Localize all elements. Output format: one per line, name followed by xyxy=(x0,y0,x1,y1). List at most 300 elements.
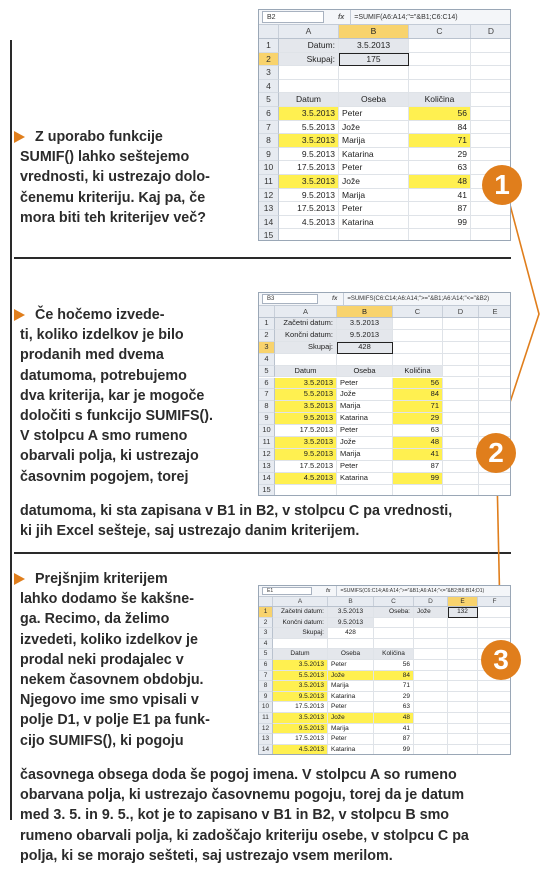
bullet-triangle-icon xyxy=(14,131,25,143)
row-number[interactable]: 10 xyxy=(259,161,279,175)
sheet-cell[interactable] xyxy=(409,80,471,94)
row-number[interactable]: 3 xyxy=(259,66,279,80)
row-number[interactable]: 4 xyxy=(259,80,279,94)
sheet-cell[interactable] xyxy=(448,639,478,650)
formula-input[interactable]: =SUMIF(A6:A14;"="&B1;C6:C14) xyxy=(350,10,510,24)
sheet-cell[interactable]: Oseba xyxy=(337,366,393,378)
sheet-cell[interactable]: 48 xyxy=(393,437,443,449)
sheet-cell[interactable] xyxy=(409,66,471,80)
row-number[interactable]: 10 xyxy=(259,702,273,713)
section-3-wide-text xyxy=(20,765,469,866)
sheet-cell[interactable]: 428 xyxy=(328,628,374,639)
row-number[interactable]: 10 xyxy=(259,425,275,437)
sheet-cell[interactable] xyxy=(471,229,511,241)
sheet-cell[interactable]: 87 xyxy=(374,734,414,745)
sheet-cell[interactable] xyxy=(443,354,479,366)
sheet-cell[interactable] xyxy=(279,66,339,80)
name-box[interactable]: B2 xyxy=(262,11,324,22)
sheet-cell[interactable]: 29 xyxy=(409,148,471,162)
sheet-cell[interactable] xyxy=(443,437,479,449)
sheet-cell[interactable]: 17.5.2013 xyxy=(279,161,339,175)
sheet-cell[interactable] xyxy=(479,342,511,354)
sheet-cell[interactable]: Katarina xyxy=(339,216,409,230)
sheet-cell[interactable]: 428 xyxy=(337,342,393,354)
sheet-cell[interactable] xyxy=(479,413,511,425)
sheet-cell[interactable]: Marija xyxy=(339,189,409,203)
row-number[interactable]: 6 xyxy=(259,107,279,121)
sheet-cell[interactable] xyxy=(337,354,393,366)
sheet-cell[interactable]: 3.5.2013 xyxy=(339,39,409,53)
sheet-cell[interactable] xyxy=(328,639,374,650)
column-header[interactable]: D xyxy=(414,597,448,606)
sheet-cell[interactable]: 56 xyxy=(409,107,471,121)
sheet-cell[interactable]: 9.5.2013 xyxy=(279,148,339,162)
sheet-cell[interactable] xyxy=(443,425,479,437)
sheet-cell[interactable] xyxy=(414,649,448,660)
sheet-cell[interactable] xyxy=(337,485,393,496)
sheet-cell[interactable]: 48 xyxy=(409,175,471,189)
row-number[interactable]: 14 xyxy=(259,745,273,755)
sheet-cell[interactable]: 3.5.2013 xyxy=(337,318,393,330)
sheet-cell[interactable]: 84 xyxy=(393,389,443,401)
sheet-cell[interactable]: Peter xyxy=(337,461,393,473)
sheet-cell[interactable]: 99 xyxy=(374,745,414,755)
sheet-cell[interactable] xyxy=(393,485,443,496)
row-number[interactable]: 1 xyxy=(259,607,273,618)
sheet-cell[interactable] xyxy=(339,80,409,94)
sheet-cell[interactable] xyxy=(471,134,511,148)
sheet-cell[interactable] xyxy=(479,485,511,496)
sheet-cell[interactable]: Peter xyxy=(328,702,374,713)
row-number[interactable]: 3 xyxy=(259,628,273,639)
text-line: časovnega obsega doda še pogoj imena. V stolpcu A so rumeno xyxy=(20,767,457,783)
row-number[interactable]: 14 xyxy=(259,216,279,230)
sheet-cell[interactable] xyxy=(414,702,448,713)
sheet-cell[interactable] xyxy=(409,229,471,241)
fx-icon[interactable]: fx xyxy=(338,13,345,21)
row-number[interactable]: 8 xyxy=(259,134,279,148)
sheet-cell[interactable] xyxy=(478,734,511,745)
spreadsheet-3 xyxy=(258,585,511,755)
sheet-cell[interactable] xyxy=(339,229,409,241)
sheet-cell[interactable]: 71 xyxy=(409,134,471,148)
sheet-cell[interactable]: 84 xyxy=(374,671,414,682)
column-header[interactable]: B xyxy=(328,597,374,606)
sheet-cell[interactable] xyxy=(409,39,471,53)
sheet-cell[interactable] xyxy=(448,681,478,692)
sheet-cell[interactable] xyxy=(443,366,479,378)
sheet-cell[interactable] xyxy=(471,216,511,230)
sheet-cell[interactable]: Datum: xyxy=(279,39,339,53)
sheet-cell[interactable]: 3.5.2013 xyxy=(279,134,339,148)
row-number[interactable]: 11 xyxy=(259,713,273,724)
sheet-cell[interactable] xyxy=(443,473,479,485)
sheet-cell[interactable]: 87 xyxy=(409,202,471,216)
sheet-cell[interactable] xyxy=(443,342,479,354)
fx-icon[interactable]: fx xyxy=(326,588,331,594)
sheet-cell[interactable]: 17.5.2013 xyxy=(275,461,337,473)
sheet-cell[interactable]: Peter xyxy=(328,660,374,671)
sheet-cell[interactable]: Skupaj: xyxy=(273,628,328,639)
sheet-cell[interactable]: 63 xyxy=(393,425,443,437)
row-number[interactable]: 13 xyxy=(259,461,275,473)
row-number[interactable]: 5 xyxy=(259,649,273,660)
column-headers xyxy=(259,25,510,39)
sheet-cell[interactable]: Katarina xyxy=(328,692,374,703)
sheet-cell[interactable]: Katarina xyxy=(339,148,409,162)
sheet-cell[interactable] xyxy=(443,330,479,342)
column-header[interactable]: D xyxy=(443,306,479,317)
sheet-cell[interactable]: Marija xyxy=(328,724,374,735)
row-number[interactable]: 13 xyxy=(259,734,273,745)
row-number[interactable]: 2 xyxy=(259,618,273,629)
row-number[interactable]: 3 xyxy=(259,342,275,354)
sheet-cell[interactable]: 9.5.2013 xyxy=(273,692,328,703)
sheet-cell[interactable]: Jože xyxy=(337,389,393,401)
sheet-cell[interactable]: 48 xyxy=(374,713,414,724)
text-line: Če hočemo izvede- xyxy=(35,307,165,323)
text-line: Z uporabo funkcije xyxy=(35,129,163,145)
sheet-cell[interactable] xyxy=(479,318,511,330)
sheet-cell[interactable]: 87 xyxy=(393,461,443,473)
sheet-cell[interactable]: 29 xyxy=(393,413,443,425)
sheet-cell[interactable] xyxy=(479,378,511,390)
formula-input[interactable]: =SUMIFS(C6:C14;A6:A14;">="&B1;A6:A14;"<="&B2) xyxy=(343,293,510,305)
sheet-cell[interactable] xyxy=(478,702,511,713)
row-number[interactable]: 7 xyxy=(259,389,275,401)
text-line: cijo SUMIFS(), ki pogoju xyxy=(20,732,184,749)
sheet-cell[interactable] xyxy=(478,681,511,692)
name-box[interactable]: B3 xyxy=(262,294,318,304)
row-number[interactable]: 15 xyxy=(259,485,275,496)
sheet-cell[interactable]: Jože xyxy=(337,437,393,449)
sheet-cell[interactable] xyxy=(443,378,479,390)
column-header[interactable]: C xyxy=(374,597,414,606)
sheet-cell[interactable]: Količina xyxy=(409,93,471,107)
sheet-cell[interactable] xyxy=(448,671,478,682)
sheet-cell[interactable] xyxy=(448,713,478,724)
sheet-cell[interactable] xyxy=(443,401,479,413)
sheet-cell[interactable] xyxy=(471,39,511,53)
sheet-cell[interactable] xyxy=(414,660,448,671)
sheet-cell[interactable] xyxy=(374,618,414,629)
sheet-cell[interactable] xyxy=(279,229,339,241)
sheet-cell[interactable]: Marija xyxy=(328,681,374,692)
step-badge-1: 1 xyxy=(482,165,522,205)
sheet-cell[interactable]: Katarina xyxy=(337,473,393,485)
sheet-cell[interactable] xyxy=(443,318,479,330)
fx-icon[interactable]: fx xyxy=(332,296,338,302)
row-number[interactable]: 1 xyxy=(259,318,275,330)
sheet-cell[interactable]: 3.5.2013 xyxy=(279,107,339,121)
sheet-cell[interactable]: 63 xyxy=(409,161,471,175)
sheet-cell[interactable]: 5.5.2013 xyxy=(275,389,337,401)
sheet-cell[interactable] xyxy=(471,148,511,162)
sheet-cell[interactable]: 5.5.2013 xyxy=(279,121,339,135)
text-line: med 3. 5. in 9. 5., kot je to zapisano v B1 in B2, v stolpcu B smo xyxy=(20,807,450,824)
row-number[interactable]: 11 xyxy=(259,175,279,189)
column-header[interactable]: C xyxy=(393,306,443,317)
text-line: datumoma, potrebujemo xyxy=(20,367,187,384)
sheet-cell[interactable] xyxy=(478,745,511,755)
sheet-cell[interactable]: Katarina xyxy=(328,745,374,755)
text-line: SUMIF() lahko seštejemo xyxy=(20,149,190,166)
sheet-cell[interactable]: Oseba xyxy=(328,649,374,660)
sheet-cell[interactable]: 71 xyxy=(374,681,414,692)
row-number[interactable]: 6 xyxy=(259,378,275,390)
sheet-cell[interactable]: Jože xyxy=(328,713,374,724)
sheet-cell[interactable] xyxy=(479,473,511,485)
text-line: dva kriterija, kar je mogoče xyxy=(20,387,205,404)
row-number[interactable]: 12 xyxy=(259,189,279,203)
sheet-cell[interactable]: 99 xyxy=(393,473,443,485)
sheet-cell[interactable]: 175 xyxy=(339,53,409,67)
sheet-cell[interactable] xyxy=(448,745,478,755)
sheet-cell[interactable] xyxy=(448,660,478,671)
sheet-cell[interactable] xyxy=(448,618,478,629)
sheet-cell[interactable]: 3.5.2013 xyxy=(273,660,328,671)
sheet-cell[interactable]: 3.5.2013 xyxy=(273,681,328,692)
sheet-cell[interactable] xyxy=(478,618,511,629)
sheet-cell[interactable]: Začetni datum: xyxy=(275,318,337,330)
text-line: polje D1, v polje E1 pa funk- xyxy=(20,712,210,729)
row-number[interactable]: 5 xyxy=(259,366,275,378)
sheet-cell[interactable] xyxy=(448,628,478,639)
sheet-cell[interactable] xyxy=(479,354,511,366)
row-number[interactable]: 13 xyxy=(259,202,279,216)
sheet-cell[interactable]: 17.5.2013 xyxy=(279,202,339,216)
row-number[interactable]: 8 xyxy=(259,681,273,692)
sheet-cell[interactable] xyxy=(471,107,511,121)
column-header[interactable]: B xyxy=(339,25,409,38)
sheet-cell[interactable] xyxy=(339,66,409,80)
sheet-cell[interactable] xyxy=(479,330,511,342)
sheet-cell[interactable]: Skupaj: xyxy=(275,342,337,354)
sheet-cell[interactable] xyxy=(393,318,443,330)
sheet-cell[interactable]: Skupaj: xyxy=(279,53,339,67)
sheet-cell[interactable] xyxy=(409,53,471,67)
sheet-cell[interactable] xyxy=(374,639,414,650)
sheet-cell[interactable]: Peter xyxy=(339,202,409,216)
sheet-cell[interactable]: Marija xyxy=(339,134,409,148)
sheet-cell[interactable]: Količina xyxy=(393,366,443,378)
sheet-cell[interactable]: 9.5.2013 xyxy=(275,449,337,461)
row-number[interactable]: 2 xyxy=(259,53,279,67)
sheet-cell[interactable]: Jože xyxy=(414,607,448,618)
sheet-cell[interactable]: Datum xyxy=(273,649,328,660)
sheet-cell[interactable]: 17.5.2013 xyxy=(273,702,328,713)
sheet-cell[interactable]: Peter xyxy=(339,107,409,121)
sheet-cell[interactable]: 3.5.2013 xyxy=(275,378,337,390)
sheet-cell[interactable] xyxy=(471,80,511,94)
sheet-cell[interactable]: 4.5.2013 xyxy=(279,216,339,230)
text-line: določiti s funkcijo SUMIFS(). xyxy=(20,408,214,425)
sheet-cell[interactable]: 17.5.2013 xyxy=(273,734,328,745)
sheet-cell[interactable] xyxy=(393,330,443,342)
sheet-cell[interactable]: Količina xyxy=(374,649,414,660)
sheet-cell[interactable]: 4.5.2013 xyxy=(275,473,337,485)
sheet-cell[interactable]: 9.5.2013 xyxy=(275,413,337,425)
sheet-cell[interactable] xyxy=(448,649,478,660)
row-number[interactable]: 4 xyxy=(259,354,275,366)
sheet-cell[interactable]: 9.5.2013 xyxy=(279,189,339,203)
sheet-cell[interactable]: Končni datum: xyxy=(273,618,328,629)
formula-bar xyxy=(259,10,510,25)
sheet-cell[interactable]: Oseba: xyxy=(374,607,414,618)
sheet-cell[interactable]: 71 xyxy=(393,401,443,413)
row-number[interactable]: 4 xyxy=(259,639,273,650)
sheet-cell[interactable]: 9.5.2013 xyxy=(328,618,374,629)
sheet-cell[interactable] xyxy=(471,93,511,107)
column-header[interactable]: E xyxy=(479,306,511,317)
sheet-cell[interactable] xyxy=(414,639,448,650)
sheet-cell[interactable] xyxy=(448,702,478,713)
sheet-cell[interactable]: 9.5.2013 xyxy=(273,724,328,735)
sheet-cell[interactable]: 5.5.2013 xyxy=(273,671,328,682)
row-number[interactable]: 15 xyxy=(259,229,279,241)
sheet-cell[interactable] xyxy=(479,389,511,401)
column-header[interactable]: A xyxy=(275,306,337,317)
sheet-cell[interactable] xyxy=(471,121,511,135)
sheet-cell[interactable]: 132 xyxy=(448,607,478,618)
sheet-cell[interactable]: 41 xyxy=(393,449,443,461)
text-line: ki jih Excel sešteje, saj ustrezajo danim kriterijem. xyxy=(20,523,360,540)
sheet-cell[interactable]: 56 xyxy=(393,378,443,390)
sheet-cell[interactable] xyxy=(479,401,511,413)
formula-input[interactable]: =SUMIFS(C6:C14;A6:A14;">="&B1;A6:A14;"<="&B2;B6:B14;D1) xyxy=(336,586,510,596)
sheet-cell[interactable]: Katarina xyxy=(337,413,393,425)
sheet-cell[interactable]: 3.5.2013 xyxy=(273,713,328,724)
sheet-cell[interactable]: 9.5.2013 xyxy=(337,330,393,342)
row-number[interactable]: 6 xyxy=(259,660,273,671)
column-header[interactable]: C xyxy=(409,25,471,38)
text-line: obarvana polja, ki ustrezajo časovnemu pogoju, torej da je datum xyxy=(20,787,465,804)
sheet-cell[interactable] xyxy=(414,713,448,724)
row-number[interactable]: 12 xyxy=(259,724,273,735)
sheet-cell[interactable]: Peter xyxy=(337,378,393,390)
column-header[interactable]: A xyxy=(273,597,328,606)
sheet-cell[interactable] xyxy=(448,724,478,735)
sheet-cell[interactable] xyxy=(478,692,511,703)
sheet-cell[interactable]: 3.5.2013 xyxy=(275,437,337,449)
sheet-cell[interactable]: 99 xyxy=(409,216,471,230)
sheet-cell[interactable]: Jože xyxy=(339,175,409,189)
sheet-cell[interactable]: 3.5.2013 xyxy=(279,175,339,189)
row-number[interactable]: 14 xyxy=(259,473,275,485)
row-number[interactable]: 2 xyxy=(259,330,275,342)
sheet-cell[interactable] xyxy=(374,628,414,639)
sheet-cell[interactable]: Marija xyxy=(337,401,393,413)
sheet-cell[interactable]: Datum xyxy=(279,93,339,107)
sheet-cell[interactable] xyxy=(273,639,328,650)
sheet-cell[interactable] xyxy=(478,607,511,618)
sheet-cell[interactable] xyxy=(443,485,479,496)
row-number[interactable]: 7 xyxy=(259,121,279,135)
sheet-cell[interactable] xyxy=(414,628,448,639)
sheet-cell[interactable] xyxy=(479,366,511,378)
text-line: prodal neki prodajalec v xyxy=(20,651,184,668)
section-2-wide-text xyxy=(20,501,452,541)
formula-bar xyxy=(259,293,510,306)
sheet-cell[interactable] xyxy=(448,734,478,745)
sheet-cell[interactable]: 41 xyxy=(409,189,471,203)
sheet-cell[interactable] xyxy=(478,713,511,724)
sheet-cell[interactable] xyxy=(443,389,479,401)
sheet-cell[interactable]: 17.5.2013 xyxy=(275,425,337,437)
sheet-cell[interactable]: Peter xyxy=(339,161,409,175)
sheet-cell[interactable]: Začetni datum: xyxy=(273,607,328,618)
row-number[interactable]: 7 xyxy=(259,671,273,682)
sheet-cell[interactable] xyxy=(414,671,448,682)
sheet-cell[interactable] xyxy=(414,734,448,745)
row-number[interactable]: 9 xyxy=(259,148,279,162)
sheet-cell[interactable] xyxy=(443,413,479,425)
sheet-cell[interactable]: Peter xyxy=(328,734,374,745)
sheet-cell[interactable]: 3.5.2013 xyxy=(328,607,374,618)
spreadsheet-1 xyxy=(258,9,511,241)
sheet-cell[interactable]: 29 xyxy=(374,692,414,703)
row-number[interactable]: 1 xyxy=(259,39,279,53)
sheet-cell[interactable] xyxy=(414,618,448,629)
column-header[interactable]: D xyxy=(471,25,511,38)
column-header[interactable]: A xyxy=(279,25,339,38)
row-number[interactable]: 11 xyxy=(259,437,275,449)
name-box[interactable]: E1 xyxy=(262,587,312,595)
sheet-cell[interactable] xyxy=(443,461,479,473)
sheet-cell[interactable] xyxy=(448,692,478,703)
column-header[interactable]: E xyxy=(448,597,478,606)
sheet-cell[interactable]: 4.5.2013 xyxy=(273,745,328,755)
sheet-cell[interactable] xyxy=(471,66,511,80)
sheet-cell[interactable]: Jože xyxy=(328,671,374,682)
sheet-cell[interactable] xyxy=(478,628,511,639)
sheet-cell[interactable] xyxy=(414,681,448,692)
column-header[interactable]: B xyxy=(337,306,393,317)
sheet-cell[interactable] xyxy=(275,485,337,496)
text-line: obarvali polja, ki ustrezajo xyxy=(20,448,199,465)
sheet-cell[interactable]: Jože xyxy=(339,121,409,135)
sheet-cell[interactable] xyxy=(443,449,479,461)
sheet-cell[interactable] xyxy=(393,354,443,366)
sheet-cell[interactable]: 56 xyxy=(374,660,414,671)
sheet-cell[interactable] xyxy=(414,745,448,755)
sheet-cell[interactable]: Peter xyxy=(337,425,393,437)
column-header[interactable]: F xyxy=(478,597,511,606)
text-line: rumeno obarvali polja, ki zadoščajo kriteriju osebe, v stolpcu C pa xyxy=(20,827,469,844)
sheet-cell[interactable] xyxy=(279,80,339,94)
sheet-cell[interactable]: 3.5.2013 xyxy=(275,401,337,413)
sheet-cell[interactable] xyxy=(471,53,511,67)
sheet-cell[interactable]: 84 xyxy=(409,121,471,135)
row-number[interactable]: 12 xyxy=(259,449,275,461)
sheet-cell[interactable] xyxy=(275,354,337,366)
section-3-text xyxy=(0,569,210,751)
sheet-cell[interactable] xyxy=(478,724,511,735)
sheet-cell[interactable]: 63 xyxy=(374,702,414,713)
row-number[interactable]: 5 xyxy=(259,93,279,107)
sheet-cell[interactable] xyxy=(414,724,448,735)
sheet-cell[interactable] xyxy=(393,342,443,354)
sheet-cell[interactable]: Datum xyxy=(275,366,337,378)
row-number[interactable]: 9 xyxy=(259,692,273,703)
sheet-cell[interactable]: Oseba xyxy=(339,93,409,107)
sheet-cell[interactable]: Končni datum: xyxy=(275,330,337,342)
sheet-cell[interactable] xyxy=(414,692,448,703)
row-number[interactable]: 8 xyxy=(259,401,275,413)
row-number[interactable]: 9 xyxy=(259,413,275,425)
sheet-cell[interactable]: Marija xyxy=(337,449,393,461)
sheet-cell[interactable]: 41 xyxy=(374,724,414,735)
